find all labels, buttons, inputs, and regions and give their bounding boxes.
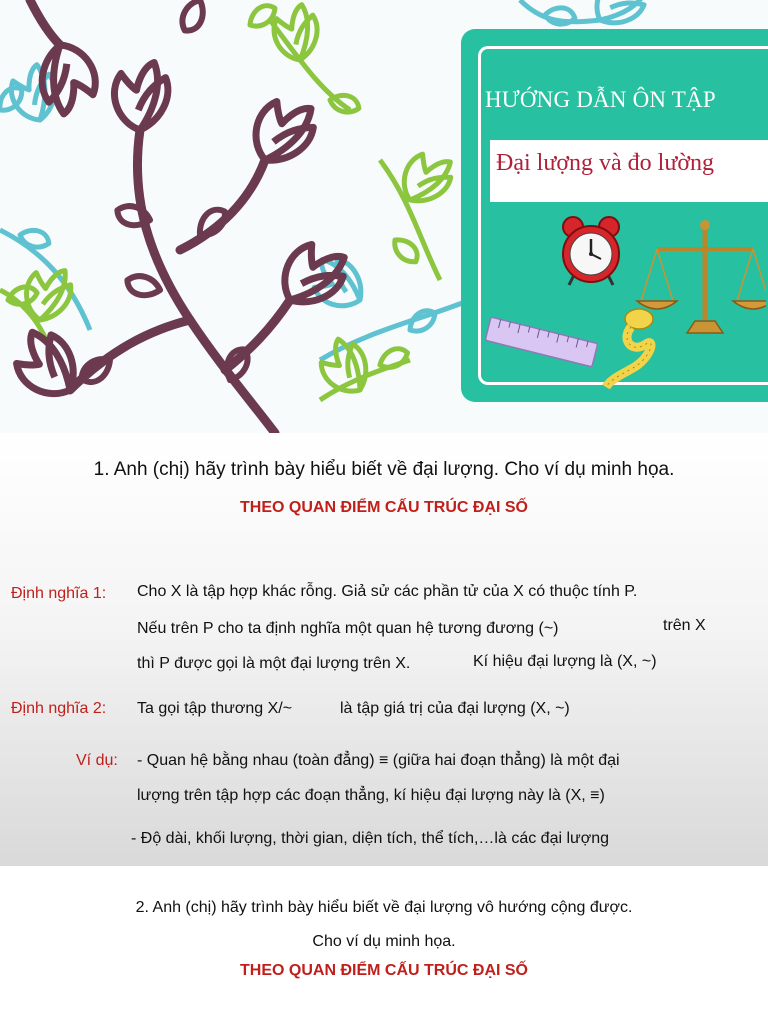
example-label: Ví dụ: xyxy=(76,752,118,769)
question-1: 1. Anh (chị) hãy trình bày hiểu biết về đại lượng. Cho ví dụ minh họa. xyxy=(93,459,675,480)
definition-1-line-2-end: trên X xyxy=(663,617,706,634)
example-line-1: - Quan hệ bằng nhau (toàn đẳng) ≡ (giữa hai đoạn thẳng) là một đại xyxy=(137,752,620,769)
definition-1-line-3: thì P được gọi là một đại lượng trên X. xyxy=(137,655,411,672)
example-line-3: - Độ dài, khối lượng, thời gian, diện tích, thể tích,…là các đại lượng xyxy=(131,830,610,847)
subtitle-box xyxy=(490,140,768,202)
definition-1-line-2: Nếu trên P cho ta định nghĩa một quan hệ tương đương (~) xyxy=(137,620,559,637)
cover-slide xyxy=(0,0,768,433)
section-heading-1: THEO QUAN ĐIỂM CẤU TRÚC ĐẠI SỐ xyxy=(240,499,528,516)
cover-subtitle: Đại lượng và đo lường xyxy=(496,150,715,176)
balance-scale-icon xyxy=(637,220,766,333)
definition-1-label: Định nghĩa 1: xyxy=(11,585,107,602)
question-2-line-1: 2. Anh (chị) hãy trình bày hiểu biết về đại lượng vô hướng cộng được. xyxy=(135,899,633,916)
definition-1-notation: Kí hiệu đại lượng là (X, ~) xyxy=(473,653,657,670)
title-card xyxy=(461,29,768,402)
cover-title: HƯỚNG DẪN ÔN TẬP xyxy=(485,87,716,112)
definition-2-text-b: là tập giá trị của đại lượng (X, ~) xyxy=(340,700,570,717)
alarm-clock-icon xyxy=(563,217,619,285)
tape-measure-icon xyxy=(606,309,653,387)
example-line-2: lượng trên tập hợp các đoạn thẳng, kí hiệu đại lượng này là (X, ≡) xyxy=(137,787,605,804)
definition-slide xyxy=(0,433,768,866)
next-slide xyxy=(0,866,768,1024)
definition-2-text-a: Ta gọi tập thương X/~ xyxy=(137,700,293,717)
definition-2-label: Định nghĩa 2: xyxy=(11,700,107,717)
ruler-icon xyxy=(485,317,598,367)
section-heading-2: THEO QUAN ĐIỂM CẤU TRÚC ĐẠI SỐ xyxy=(240,962,528,979)
definition-1-line-1: Cho X là tập hợp khác rỗng. Giả sử các phần tử của X có thuộc tính P. xyxy=(137,583,638,600)
question-2-line-2: Cho ví dụ minh họa. xyxy=(312,933,456,950)
illustrations xyxy=(481,209,766,389)
